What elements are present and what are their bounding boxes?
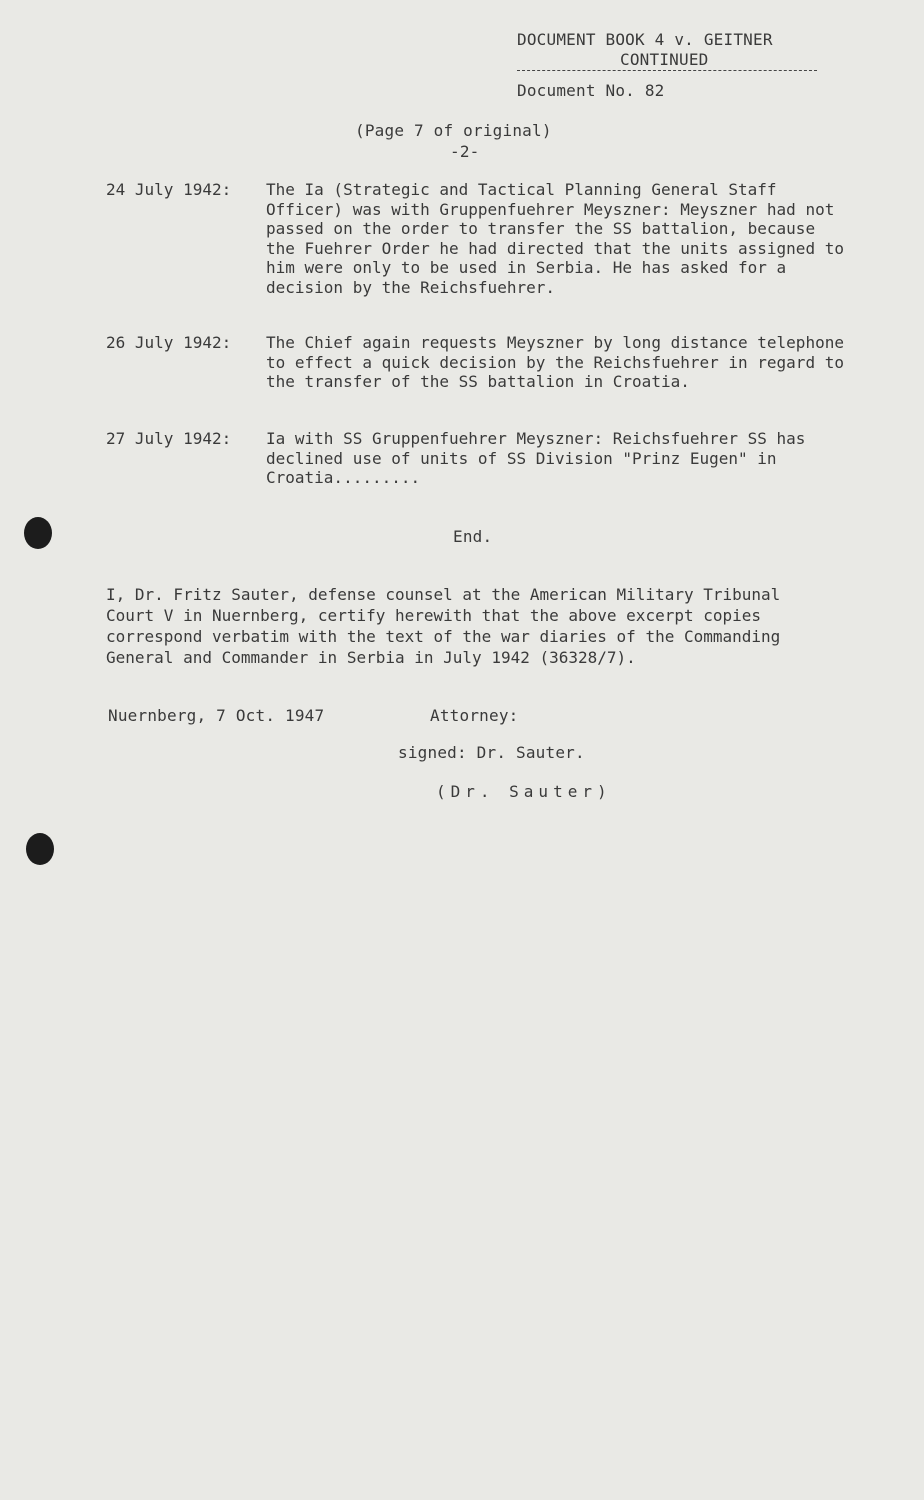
end-marker: End. xyxy=(453,527,493,546)
signed-line: signed: Dr. Sauter. xyxy=(398,743,585,762)
certification-paragraph: I, Dr. Fritz Sauter, defense counsel at the American Military Tribunal Court V in Nuernberg, certify herewith that the above excerpt copies correspond verbatim with the text of the war diaries of the Commanding General and Commander in Serbia in July 1942 (36328/7). xyxy=(106,585,781,667)
place-date: Nuernberg, 7 Oct. 1947 xyxy=(108,706,325,725)
punch-hole xyxy=(24,517,52,549)
punch-hole xyxy=(26,833,54,865)
attorney-label: Attorney: xyxy=(430,706,519,725)
document-number: Document No. 82 xyxy=(517,81,665,100)
entry-text: The Ia (Strategic and Tactical Planning General Staff Officer) was with Gruppenfuehrer Meyszner: Meyszner had not passed on the order to transfer the SS battalion, because the Fuehrer Order he had directed that the units assigned to him were only to be used in Serbia. He has asked for a decision by the Reichsfuehrer. xyxy=(266,180,844,297)
signature-name: (Dr. Sauter) xyxy=(436,782,612,801)
entry-text: Ia with SS Gruppenfuehrer Meyszner: Reichsfuehrer SS has declined use of units of SS Division "Prinz Eugen" in Croatia......... xyxy=(266,429,806,487)
continued-label: CONTINUED xyxy=(620,50,709,69)
entry-text: The Chief again requests Meyszner by long distance telephone to effect a quick decision by the Reichsfuehrer in regard to the transfer of the SS battalion in Croatia. xyxy=(266,333,844,391)
entry-date: 27 July 1942: xyxy=(106,429,232,448)
page-number: -2- xyxy=(450,142,480,161)
entry-date: 24 July 1942: xyxy=(106,180,232,199)
page-reference: (Page 7 of original) xyxy=(355,121,552,140)
entry-date: 26 July 1942: xyxy=(106,333,232,352)
document-book-title: DOCUMENT BOOK 4 v. GEITNER xyxy=(517,30,773,49)
header-rule xyxy=(517,70,817,71)
